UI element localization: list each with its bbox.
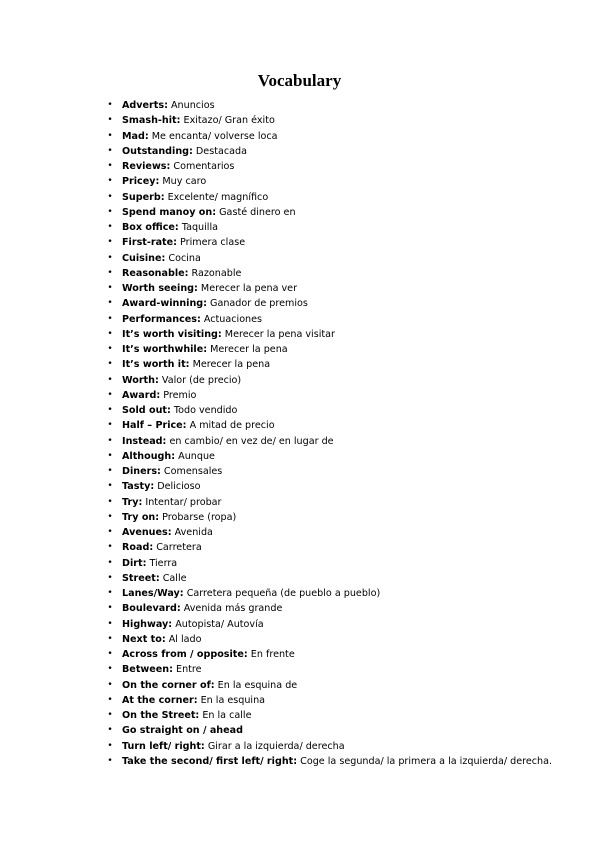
vocab-term: Highway: xyxy=(122,618,173,630)
vocab-term: It’s worth visiting: xyxy=(122,328,222,340)
bullet-icon: • xyxy=(107,191,113,202)
vocab-term: Although: xyxy=(122,450,176,462)
list-item xyxy=(0,739,599,754)
vocab-term: Take the second/ first left/ right: xyxy=(122,755,298,767)
page-title: Vocabulary xyxy=(257,71,342,90)
vocab-entry xyxy=(122,235,245,250)
bullet-icon: • xyxy=(107,694,113,705)
vocab-entry xyxy=(122,617,264,632)
vocab-term: Turn left/ right: xyxy=(122,740,205,752)
vocab-definition: Comensales xyxy=(160,466,223,477)
bullet-icon: • xyxy=(107,145,113,156)
bullet-icon: • xyxy=(107,618,113,629)
vocab-entry xyxy=(122,159,234,174)
list-item xyxy=(0,251,599,266)
vocab-term: Try: xyxy=(122,496,143,508)
bullet-icon: • xyxy=(107,222,113,232)
vocab-term: Between: xyxy=(122,664,173,676)
vocab-definition: En la calle xyxy=(199,710,252,721)
list-item xyxy=(0,754,599,769)
vocab-definition: Me encanta/ volverse loca xyxy=(148,130,278,142)
vocab-entry xyxy=(122,632,202,647)
vocab-term: Smash-hit: xyxy=(122,115,181,127)
vocab-entry xyxy=(122,571,187,586)
vocab-term: Performances: xyxy=(122,313,201,325)
vocab-term: Instead: xyxy=(122,435,167,447)
bullet-icon: • xyxy=(107,374,113,385)
vocab-entry xyxy=(122,373,241,388)
bullet-icon: • xyxy=(107,161,113,171)
list-item xyxy=(0,144,599,159)
vocab-term: Cuisine: xyxy=(122,252,166,264)
bullet-icon: • xyxy=(107,557,113,568)
vocab-entry xyxy=(122,342,288,357)
vocab-definition: Exitazo/ Gran éxito xyxy=(180,115,275,127)
vocab-entry xyxy=(122,296,308,311)
vocab-entry xyxy=(122,144,247,159)
list-item xyxy=(0,601,599,616)
bullet-icon: • xyxy=(107,679,113,690)
vocab-term: First-rate: xyxy=(122,237,177,249)
vocab-entry xyxy=(122,525,213,540)
bullet-icon: • xyxy=(107,511,113,522)
bullet-icon: • xyxy=(107,313,113,324)
vocab-definition: Taquilla xyxy=(178,222,219,233)
vocab-entry xyxy=(122,464,222,479)
list-item xyxy=(0,357,599,372)
bullet-icon: • xyxy=(107,298,113,309)
bullet-icon: • xyxy=(107,664,113,675)
vocab-definition: Entre xyxy=(172,664,202,676)
bullet-icon: • xyxy=(107,649,113,659)
list-item xyxy=(0,388,599,403)
vocab-entry xyxy=(122,586,380,601)
list-item xyxy=(0,479,599,494)
vocab-term: Adverts: xyxy=(122,100,168,111)
vocab-entry xyxy=(122,251,201,266)
vocab-term: Award: xyxy=(122,389,161,401)
vocab-definition: Autopista/ Autovía xyxy=(172,618,264,630)
vocab-entry xyxy=(122,647,295,662)
vocab-definition: Cocina xyxy=(165,252,201,264)
list-item xyxy=(0,373,599,388)
vocab-entry xyxy=(122,129,278,144)
vocab-term: Street: xyxy=(122,572,160,584)
bullet-icon: • xyxy=(107,725,113,736)
vocab-entry xyxy=(122,113,275,128)
list-item xyxy=(0,113,599,128)
list-item xyxy=(0,205,599,220)
list-item xyxy=(0,540,599,555)
bullet-icon: • xyxy=(107,527,113,537)
vocab-term: Across from / opposite: xyxy=(122,649,248,660)
bullet-icon: • xyxy=(107,710,113,720)
list-item xyxy=(0,662,599,677)
bullet-icon: • xyxy=(107,572,113,583)
list-item xyxy=(0,190,599,205)
vocab-entry xyxy=(122,357,270,372)
vocab-term: Next to: xyxy=(122,633,166,645)
bullet-icon: • xyxy=(107,389,113,400)
vocab-definition: Actuaciones xyxy=(200,313,263,325)
list-item xyxy=(0,235,599,250)
vocab-term: Award-winning: xyxy=(122,298,207,310)
vocab-definition: Merecer la pena xyxy=(189,359,271,371)
list-item xyxy=(0,647,599,662)
vocab-entry xyxy=(122,708,252,723)
vocab-entry xyxy=(122,754,552,769)
vocab-entry xyxy=(122,388,196,403)
vocab-term: On the Street: xyxy=(122,710,200,721)
vocab-entry xyxy=(122,556,177,571)
vocab-definition: Razonable xyxy=(188,267,242,279)
vocab-term: Road: xyxy=(122,542,154,554)
vocab-definition: Valor (de precio) xyxy=(158,374,242,386)
bullet-icon: • xyxy=(107,496,113,507)
vocab-definition: Anuncios xyxy=(167,100,215,111)
bullet-icon: • xyxy=(107,359,113,370)
vocab-entry xyxy=(122,449,215,464)
vocab-definition: Delicioso xyxy=(154,481,201,493)
vocab-entry xyxy=(122,479,201,494)
list-item xyxy=(0,403,599,418)
vocab-term: Boulevard: xyxy=(122,603,181,615)
vocab-term: Sold out: xyxy=(122,405,171,416)
vocab-entry xyxy=(122,662,202,677)
vocab-term: Reasonable: xyxy=(122,267,189,279)
bullet-icon: • xyxy=(107,481,113,492)
vocab-entry xyxy=(122,434,334,449)
vocab-term: It’s worth it: xyxy=(122,359,190,371)
vocab-definition: A mitad de precio xyxy=(186,420,275,432)
bullet-icon: • xyxy=(107,176,113,187)
list-item xyxy=(0,312,599,327)
vocab-term: Worth seeing: xyxy=(122,283,198,294)
list-item xyxy=(0,495,599,510)
vocab-definition: Coge la segunda/ la primera a la izquierda/ derecha. xyxy=(297,755,553,767)
vocab-entry xyxy=(122,418,275,433)
vocab-term: Superb: xyxy=(122,191,165,203)
vocab-term: Worth: xyxy=(122,374,159,386)
list-item xyxy=(0,159,599,174)
vocab-entry xyxy=(122,693,265,708)
vocab-definition: Excelente/ magnífico xyxy=(164,191,269,203)
vocab-definition: Todo vendido xyxy=(170,405,238,416)
vocab-term: Outstanding: xyxy=(122,145,193,157)
list-item xyxy=(0,723,599,738)
vocab-term: Reviews: xyxy=(122,161,171,172)
list-item xyxy=(0,281,599,296)
vocab-term: Go straight on / ahead xyxy=(122,725,243,737)
vocab-entry xyxy=(122,403,237,418)
vocab-definition: Premio xyxy=(160,389,197,401)
vocab-definition: En la esquina de xyxy=(214,679,298,691)
list-item xyxy=(0,418,599,433)
list-item xyxy=(0,449,599,464)
list-item xyxy=(0,129,599,144)
bullet-icon: • xyxy=(107,740,113,751)
vocab-definition: Aunque xyxy=(175,450,215,462)
vocab-term: Lanes/Way: xyxy=(122,588,184,599)
vocab-term: Pricey: xyxy=(122,176,160,188)
list-item xyxy=(0,434,599,449)
vocab-entry xyxy=(122,281,297,296)
bullet-icon: • xyxy=(107,100,113,110)
bullet-icon: • xyxy=(107,206,113,217)
vocab-term: Spend manoy on: xyxy=(122,206,217,218)
vocab-definition: Merecer la pena ver xyxy=(197,283,298,294)
vocab-entry xyxy=(122,540,202,555)
vocab-definition: En la esquina xyxy=(197,694,266,706)
list-item xyxy=(0,296,599,311)
vocab-definition: en cambio/ en vez de/ en lugar de xyxy=(166,435,334,447)
vocab-entry xyxy=(122,205,296,220)
vocab-definition: Avenida xyxy=(171,527,213,538)
list-item xyxy=(0,510,599,525)
bullet-icon: • xyxy=(107,283,113,293)
vocab-definition: Merecer la pena xyxy=(207,344,288,355)
vocab-term: It’s worthwhile: xyxy=(122,344,208,355)
vocab-term: Diners: xyxy=(122,466,161,477)
list-item xyxy=(0,220,599,235)
vocab-term: On the corner of: xyxy=(122,679,215,691)
vocab-entry xyxy=(122,495,222,510)
vocab-entry xyxy=(122,723,243,738)
vocab-definition: Ganador de premios xyxy=(206,298,308,310)
vocab-entry xyxy=(122,220,218,235)
vocab-term: Mad: xyxy=(122,130,149,142)
bullet-icon: • xyxy=(107,450,113,461)
vocab-term: Avenues: xyxy=(122,527,172,538)
list-item xyxy=(0,266,599,281)
vocab-term: Try on: xyxy=(122,511,160,523)
vocab-entry xyxy=(122,510,236,525)
vocab-entry xyxy=(122,266,241,281)
bullet-icon: • xyxy=(107,328,113,339)
vocab-definition: En frente xyxy=(247,649,295,660)
bullet-icon: • xyxy=(107,420,113,431)
vocab-term: Dirt: xyxy=(122,557,147,569)
list-item xyxy=(0,327,599,342)
list-item xyxy=(0,571,599,586)
vocab-definition: Girar a la izquierda/ derecha xyxy=(204,740,345,752)
list-item xyxy=(0,678,599,693)
list-item xyxy=(0,708,599,723)
vocab-definition: Gasté dinero en xyxy=(216,206,296,218)
vocab-definition: Calle xyxy=(159,572,187,584)
vocab-definition: Avenida más grande xyxy=(180,603,283,615)
bullet-icon: • xyxy=(107,130,113,141)
list-item xyxy=(0,342,599,357)
vocab-entry xyxy=(122,312,262,327)
vocab-term: Box office: xyxy=(122,222,179,233)
vocabulary-list xyxy=(0,98,599,769)
vocab-definition: Al lado xyxy=(165,633,202,645)
list-item xyxy=(0,525,599,540)
bullet-icon: • xyxy=(107,115,113,126)
bullet-icon: • xyxy=(107,603,113,614)
list-item xyxy=(0,464,599,479)
vocab-entry xyxy=(122,601,282,616)
vocab-definition: Muy caro xyxy=(159,176,207,188)
bullet-icon: • xyxy=(107,755,113,766)
vocab-definition: Carretera pequeña (de pueblo a pueblo) xyxy=(183,588,381,599)
vocab-term: Tasty: xyxy=(122,481,155,493)
list-item xyxy=(0,174,599,189)
list-item xyxy=(0,556,599,571)
bullet-icon: • xyxy=(107,633,113,644)
vocab-term: Half – Price: xyxy=(122,420,187,432)
vocab-entry xyxy=(122,327,335,342)
list-item xyxy=(0,632,599,647)
bullet-icon: • xyxy=(107,237,113,248)
list-item xyxy=(0,98,599,113)
vocab-definition: Comentarios xyxy=(170,161,235,172)
bullet-icon: • xyxy=(107,405,113,415)
list-item xyxy=(0,693,599,708)
list-item xyxy=(0,617,599,632)
bullet-icon: • xyxy=(107,542,113,553)
bullet-icon: • xyxy=(107,252,113,263)
vocab-entry xyxy=(122,190,268,205)
vocab-definition: Tierra xyxy=(146,557,178,569)
bullet-icon: • xyxy=(107,344,113,354)
vocab-entry xyxy=(122,739,345,754)
vocab-definition: Carretera xyxy=(153,542,202,554)
bullet-icon: • xyxy=(107,267,113,278)
vocab-entry xyxy=(122,678,297,693)
vocab-term: At the corner: xyxy=(122,694,198,706)
bullet-icon: • xyxy=(107,435,113,446)
vocab-definition: Probarse (ropa) xyxy=(159,511,237,523)
bullet-icon: • xyxy=(107,588,113,598)
vocab-entry xyxy=(122,174,206,189)
vocab-entry xyxy=(122,98,215,113)
vocab-definition: Destacada xyxy=(192,145,247,157)
vocab-definition: Primera clase xyxy=(177,237,246,249)
vocab-definition: Intentar/ probar xyxy=(142,496,222,508)
list-item xyxy=(0,586,599,601)
vocab-definition: Merecer la pena visitar xyxy=(221,328,335,340)
bullet-icon: • xyxy=(107,466,113,476)
